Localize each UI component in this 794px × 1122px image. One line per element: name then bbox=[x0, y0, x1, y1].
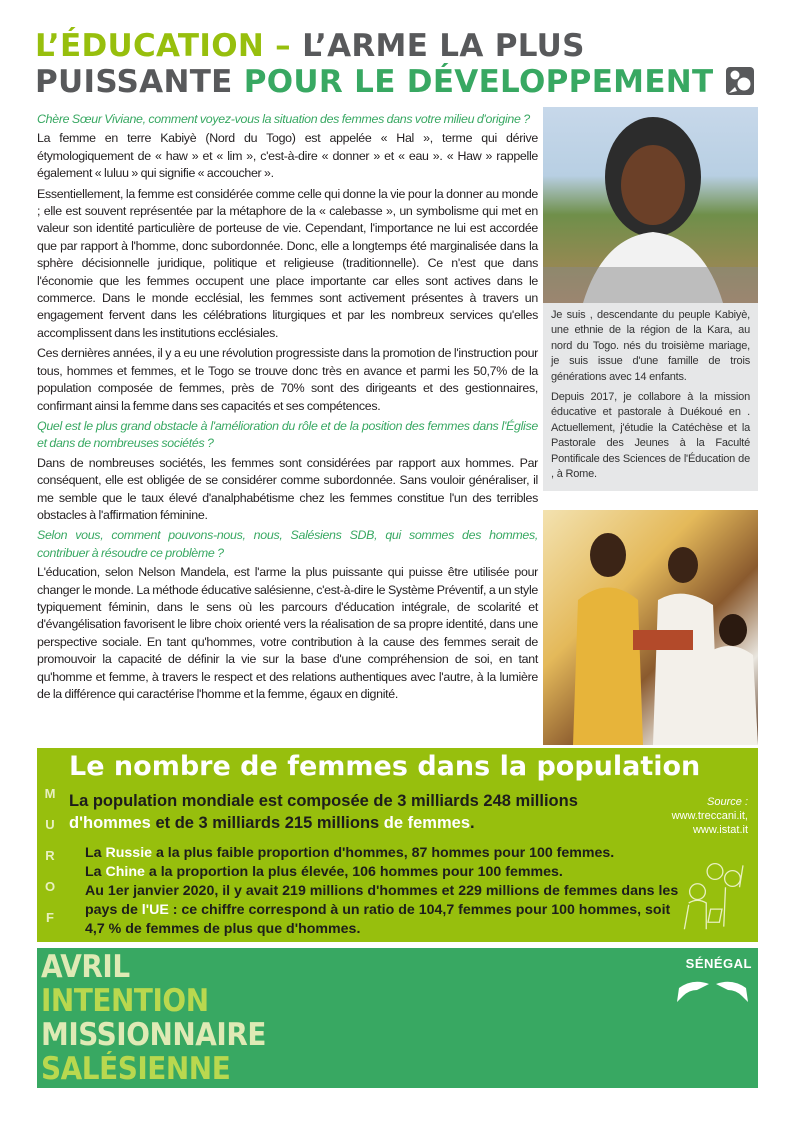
side-letter: R bbox=[45, 848, 55, 863]
answer-paragraph: Dans de nombreuses sociétés, les femmes sont considérées par rapport aux hommes. Par conséquent, elle est obligée de se considérer comme subordonnée. Sans vouloir généraliser, il me semble que le taux élevé d'analphabétisme chez les femmes constitue l'un des terribles obstacles à l'affirmation féminine. bbox=[37, 455, 538, 522]
classroom-photo bbox=[543, 510, 758, 745]
side-letter: M bbox=[44, 786, 56, 801]
answer-paragraph: Ces dernières années, il y a eu une révolution progressiste dans la promotion de l'instruction pour tous, hommes et femmes, et le Togo se trouve donc très en avance et parmi les 50,7% de la population composée de femmes, près de 70% sont des dirigeants et des gestionnaires, confirmant ainsi la femme dans ses capacités et ses compétences. bbox=[37, 346, 538, 413]
title-part: L’ARME LA PLUS bbox=[291, 28, 585, 64]
text: La bbox=[85, 845, 106, 861]
question: Quel est le plus grand obstacle à l'amélioration du rôle et de la position des femmes dans l'Église et dans de nombreuses sociétés ? bbox=[37, 418, 538, 451]
forum-facts bbox=[85, 844, 685, 939]
footer-month: AVRIL bbox=[41, 949, 130, 985]
text: a la plus faible proportion d'hommes, 87 hommes pour 100 femmes. bbox=[152, 845, 615, 861]
text: Au 1er janvier 2020, il y avait 219 millions d'hommes et 229 millions de femmes dans les pays de bbox=[85, 883, 679, 918]
footer-band bbox=[37, 948, 758, 1088]
hands-icon bbox=[675, 976, 750, 1004]
question: Selon vous, comment pouvons-nous, nous, Salésiens SDB, qui sommes des hommes, contribuer à résoudre ce problème ? bbox=[37, 528, 538, 560]
interview-article bbox=[37, 111, 538, 706]
footer-text: MISSIONNAIRE bbox=[41, 1017, 266, 1053]
caption-text: Je suis , descendante du peuple Kabiyè, une ethnie de la région de la Kara, au nord du Togo. nés du troisième mariage, je suis issue d'une famille de trois générations avec 14 enfants. bbox=[551, 309, 750, 383]
text: et de 3 milliards 215 millions bbox=[150, 814, 384, 832]
title-part: POUR LE DÉVELOPPEMENT bbox=[243, 64, 714, 100]
page-title bbox=[35, 28, 755, 100]
text: La population mondiale est composée de 3 milliards 248 millions bbox=[69, 792, 578, 810]
answer-paragraph: La femme en terre Kabiyè (Nord du Togo) est appelée « Hal », terme qui dérive étymologiquement de « haw » et « lim », c'est-à-dire « donner » et « eau ». « Haw » rappelle également « luluu » qui signifie « accoucher ». bbox=[37, 131, 538, 181]
forum-title: Le nombre de femmes dans la population bbox=[69, 751, 701, 782]
photo-caption bbox=[543, 303, 758, 491]
source bbox=[653, 795, 748, 837]
text: : ce chiffre correspond à un ratio de 104,7 femmes pour 100 hommes, soit 4,7 % de femmes de plus que d'hommes. bbox=[85, 902, 671, 937]
side-letter: U bbox=[45, 817, 55, 832]
title-part: L’ÉDUCATION – bbox=[35, 28, 291, 64]
text: d'hommes bbox=[69, 814, 151, 832]
speech-bubble-logo-icon bbox=[725, 66, 755, 96]
side-letter: F bbox=[46, 910, 54, 925]
question: Chère Sœur Viviane, comment voyez-vous la situation des femmes dans votre milieu d'origine ? bbox=[37, 112, 530, 126]
text: Chine bbox=[105, 864, 145, 880]
title-part: PUISSANTE bbox=[35, 64, 244, 100]
footer-text: INTENTION bbox=[41, 983, 209, 1019]
source-link: www.istat.it bbox=[692, 824, 748, 836]
country-label: SÉNÉGAL bbox=[685, 956, 752, 971]
forum-side-label bbox=[43, 778, 57, 933]
source-link: www.treccani.it, bbox=[671, 810, 748, 822]
text: l'UE bbox=[141, 902, 169, 918]
people-illustration-icon bbox=[680, 856, 750, 936]
text: a la proportion la plus élevée, 106 hommes pour 100 femmes. bbox=[144, 864, 563, 880]
answer-paragraph: L'éducation, selon Nelson Mandela, est l'arme la plus puissante qui puisse être utilisée pour changer le monde. La méthode éducative salésienne, c'est-à-dire le Système Préventif, a un style typiquement féminin, dans le sens où les parcours d'éducation intégrale, de scolarité et d'évangélisation favorisent le libre choix orienté vers la réalisation de sa propre identité, dans une perspective sociale. En tant qu'hommes, votre contribution à la cause des femmes serait de promouvoir la capacité de définir la vie sur la base d'une compréhension de soi, en tant qu'homme et femme, à travers le respect et des relations authentiques avec l'autre, à la lumière de la différence qui caractérise l'homme et la femme, égaux en dignité. bbox=[37, 565, 538, 701]
text: . bbox=[470, 814, 475, 832]
side-letter: O bbox=[44, 879, 56, 894]
caption-text: Depuis 2017, je collabore à la mission éducative et pastorale à Duékoué en . Actuellement, j'étudie la Catéchèse et la Pastorale des Jeunes à la Faculté Pontificale des Sciences de l'Éducation de , à Rome. bbox=[551, 391, 750, 481]
text: Russie bbox=[105, 845, 153, 861]
forum-box bbox=[37, 748, 758, 942]
source-label: Source : bbox=[707, 796, 748, 808]
answer-paragraph: Essentiellement, la femme est considérée comme celle qui donne la vie pour la donner au monde ; elle est souvent représentée par la métaphore de la « calebasse », un symbolisme qui met en valeur son identité particulière de porteuse de vie. Cependant, l'importance ne lui est accordée que par rapport à l'homme, donc subordonnée. Donc, elle a longtemps été marginalisée dans la sphère décisionnelle juridique, politique et religieuse (traditionnelle). Ce n'est que dans l'économie que les femmes occupent une place importante car elles sont actives dans le commerce. Dans le monde ecclésial, les femmes sont activement présentes à travers un engagement fervent dans les célébrations liturgiques et par les nombreux services qu'elles accomplissent dans les institutions ecclésiales. bbox=[37, 186, 538, 340]
footer-text: SALÉSIENNE bbox=[41, 1051, 231, 1087]
text: de femmes bbox=[383, 814, 471, 832]
portrait-photo bbox=[543, 107, 758, 303]
forum-lead bbox=[69, 790, 649, 834]
text: La bbox=[85, 864, 106, 880]
